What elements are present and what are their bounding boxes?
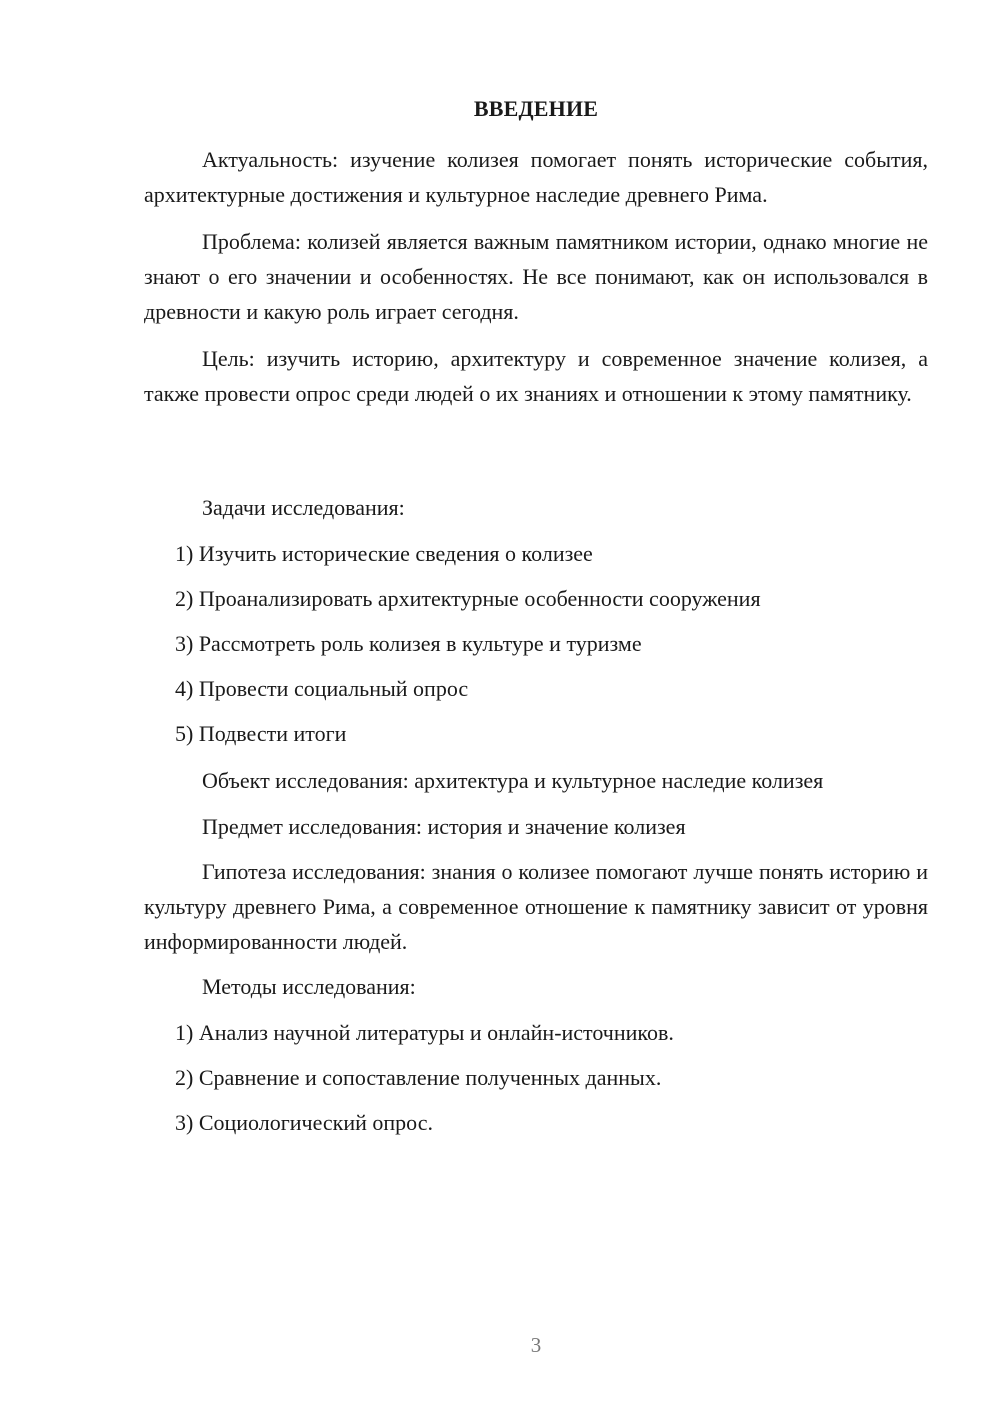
- list-item: 1) Изучить исторические сведения о колизее: [175, 541, 593, 566]
- problem-paragraph: Проблема: колизей является важным памятником истории, однако многие не знают о его значении и особенностях. Не все понимают, как он использовался в древности и какую роль играет сегодня.: [144, 229, 928, 324]
- list-item: 2) Проанализировать архитектурные особенности сооружения: [175, 586, 761, 611]
- list-item: 5) Подвести итоги: [175, 721, 347, 746]
- methods-list: [144, 1015, 928, 1140]
- list-item: 3) Рассмотреть роль колизея в культуре и туризме: [175, 631, 642, 656]
- tasks-title: Задачи исследования:: [202, 495, 405, 520]
- goal-paragraph: Цель: изучить историю, архитектуру и современное значение колизея, а также провести опрос среди людей о их знаниях и отношении к этому памятнику.: [144, 346, 928, 406]
- methods-title: Методы исследования:: [202, 974, 416, 999]
- list-item: 2) Сравнение и сопоставление полученных данных.: [175, 1065, 662, 1090]
- subject-line-wrap: [144, 809, 928, 844]
- section-heading: ВВЕДЕНИЕ: [473, 96, 599, 121]
- tasks-section: [144, 490, 928, 525]
- hypothesis-wrap: [144, 854, 928, 959]
- list-item: 1) Анализ научной литературы и онлайн-источников.: [175, 1020, 674, 1045]
- methods-section: [144, 969, 928, 1004]
- list-item: 3) Социологический опрос.: [175, 1110, 433, 1135]
- research-subject: Предмет исследования: история и значение колизея: [202, 814, 686, 839]
- relevance-paragraph: Актуальность: изучение колизея помогает понять исторические события, архитектурные достижения и культурное наследие древнего Рима.: [144, 147, 928, 207]
- research-object: Объект исследования: архитектура и культурное наследие колизея: [202, 768, 824, 793]
- hypothesis-paragraph: Гипотеза исследования: знания о колизее помогают лучше понять историю и культуру древнего Рима, а современное отношение к памятнику зависит от уровня информированности людей.: [144, 859, 928, 954]
- intro-paragraphs: [144, 142, 928, 411]
- page-number: 3: [530, 1333, 542, 1357]
- tasks-list: [144, 536, 928, 751]
- object-line-wrap: [144, 763, 928, 798]
- list-item: 4) Провести социальный опрос: [175, 676, 469, 701]
